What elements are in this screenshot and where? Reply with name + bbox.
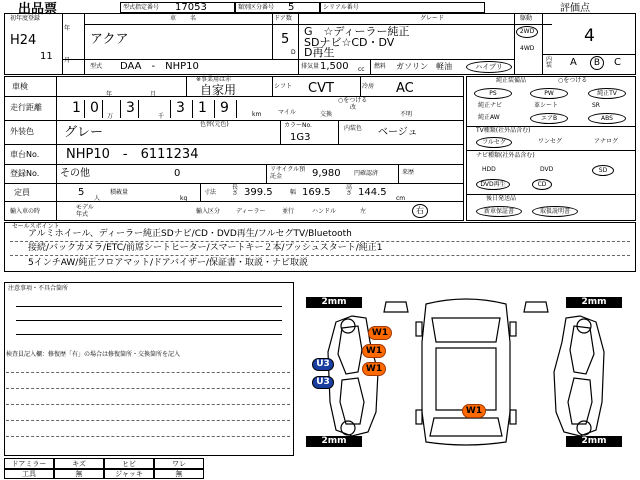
mileage-digit-0: 1 <box>72 100 81 116</box>
tag-bottom-left: 2mm <box>306 436 362 447</box>
inspection-month-unit: 月 <box>150 91 157 98</box>
interior-label: 内装 <box>546 56 553 69</box>
mileage-man: 万 <box>107 113 114 120</box>
fuel-label: 燃料 <box>374 63 387 70</box>
type-value: DAA - NHP10 <box>120 61 199 72</box>
mileage-digit-3: 3 <box>176 100 185 116</box>
mileage-divider-4 <box>170 100 171 118</box>
model-no-value: 17053 <box>175 2 207 13</box>
recycle-label: リサイクル預託金 <box>270 166 306 180</box>
mileage-sen: 千 <box>158 113 165 120</box>
after-item-1[interactable]: 取扱説明書 <box>532 206 578 217</box>
serial-label: シリアル番号 <box>323 4 359 11</box>
right-side-body <box>554 316 604 436</box>
fuel-diesel: 軽油 <box>436 62 452 71</box>
doors-value: 5 <box>281 32 290 47</box>
tag-bottom-right: 2mm <box>566 436 622 447</box>
load-label: 積載量 <box>110 189 129 196</box>
type-label: 型式 <box>90 63 103 70</box>
mileage-label: 走行距離 <box>10 103 42 112</box>
length-label: 長さ <box>232 184 239 197</box>
equipment-item-1-2: SR <box>592 102 600 109</box>
fuel-hybrid-selected[interactable]: ハイブリ <box>466 61 512 73</box>
recycle-value: 9,980 <box>312 168 341 179</box>
after-item-0[interactable]: 新車保証書 <box>476 206 522 217</box>
equipment-item-0-0[interactable]: PS <box>474 88 512 99</box>
footer-header-0: ドアミラー <box>4 458 54 469</box>
mileage-divider-0 <box>84 100 85 118</box>
mileage-km: km <box>252 111 262 118</box>
width-value: 169.5 <box>302 187 331 198</box>
footer-value-3: 無 <box>154 469 204 479</box>
interior-a: A <box>570 57 577 68</box>
capacity-unit: 人 <box>94 195 101 202</box>
mileage-divider-6 <box>214 100 215 118</box>
category-no-box <box>235 2 320 13</box>
tag-top-left: 2mm <box>306 297 362 308</box>
interior-b-selected[interactable]: B <box>590 56 604 70</box>
car-name: アクア <box>90 32 129 47</box>
model-year-label: モデル年式 <box>76 204 94 218</box>
equipment-item-0-1[interactable]: PW <box>530 88 568 99</box>
navi-item2-0[interactable]: DVD再生 <box>476 179 510 190</box>
use-value: 自家用 <box>200 83 237 97</box>
mileage-digit-4: 1 <box>198 100 207 116</box>
handle-left: 左 <box>360 208 367 215</box>
equipment-circle-note: ○をつける <box>558 77 588 84</box>
capacity-label: 定員 <box>14 188 30 197</box>
color-value: グレー <box>64 125 104 140</box>
capacity-value: 5 <box>78 187 85 198</box>
ac-value: AC <box>396 81 414 96</box>
height-value: 144.5 <box>358 187 387 198</box>
registration-number: 0 <box>174 168 181 179</box>
sales-points-label: セールスポイント <box>12 223 60 230</box>
serial-box <box>320 2 485 13</box>
history-label: 来歴 <box>402 169 415 176</box>
first-reg-year-unit: 年 <box>64 25 71 32</box>
registration-label: 登録No. <box>10 169 40 178</box>
size-label: 寸法 <box>204 189 217 196</box>
doors-suffix: D <box>291 49 296 56</box>
handle-label: ハンドル <box>312 208 337 215</box>
equipment-item-2-1[interactable]: エアB <box>530 113 568 124</box>
navi-item-2[interactable]: SD <box>592 165 614 176</box>
drive-4wd: 4WD <box>520 45 535 52</box>
import-dealer: ディーラー <box>236 208 266 215</box>
first-reg-month-unit: 月 <box>64 57 71 64</box>
color-code-label: カラーNo. <box>284 122 312 129</box>
mileage-digit-2: 3 <box>126 100 135 116</box>
equipment-item-1-1: 革シート <box>534 102 559 109</box>
recycle-note: 円確認済 <box>354 170 379 177</box>
navi-item2-1[interactable]: CD <box>532 179 552 190</box>
mileage-divider-5 <box>192 100 193 118</box>
drive-2wd-selected[interactable]: 2WD <box>516 26 538 38</box>
shift-value: CVT <box>308 81 334 96</box>
tv-item-2: アナログ <box>594 138 619 145</box>
cc-value: 1,500 <box>320 61 349 72</box>
mileage-divider-3 <box>138 100 139 118</box>
interior-c: C <box>614 57 621 68</box>
cc-unit: cc <box>358 66 365 73</box>
equipment-item-0-2[interactable]: 純正TV <box>588 88 626 99</box>
use-note: ※事業用は赤 <box>196 76 232 83</box>
model-no-box <box>120 2 235 13</box>
mileage-divider-2 <box>120 100 121 118</box>
damage-mark-side-2: W1 <box>362 362 386 376</box>
sales-line-2: 接続/バックカメラ/ETC/前席シートヒーター/スマートキー２本/プッシュスタート/純正1 <box>28 243 383 253</box>
tv-item-1: ワンセグ <box>538 138 563 145</box>
category-no-label: 類別区分番号 <box>238 4 275 11</box>
inspection-label: 車検 <box>12 82 28 91</box>
equipment-item-2-2[interactable]: ABS <box>588 113 626 124</box>
footer-value-2: ジャッキ <box>104 469 154 479</box>
navi-item-1: DVD <box>540 166 554 173</box>
footer-header-3: ワレ <box>154 458 204 469</box>
damage-mark-side-1: W1 <box>362 344 386 358</box>
chassis-label: 車台No. <box>10 150 40 159</box>
sales-line-3: 5インチAW/純正フロアマット/ドアバイザー/保証書・取説・ナビ取説 <box>28 258 309 268</box>
import-parallel: 並行 <box>282 208 295 215</box>
footer-value-0: 工具 <box>4 469 54 479</box>
first-reg-label: 初年度登録 <box>10 15 41 22</box>
fuel-gasoline: ガソリン <box>396 62 428 71</box>
tag-top-right: 2mm <box>566 297 622 308</box>
color-code-value: 1G3 <box>290 132 311 143</box>
damage-mark-blue-1: U3 <box>312 358 334 371</box>
car-name-label: 車名 <box>170 15 211 22</box>
length-value: 399.5 <box>244 187 273 198</box>
registration-other: その他 <box>60 168 90 179</box>
drive-label: 駆動 <box>520 15 533 22</box>
doors-label: ドア数 <box>274 15 292 22</box>
navi-type-label: ナビ種類(社外品含む) <box>476 152 535 159</box>
category-no-value: 5 <box>288 2 295 13</box>
equipment-section-label: 純正装備品 <box>496 77 527 84</box>
handle-right-selected[interactable]: 右 <box>412 204 428 218</box>
tv-type-label: TV種類(社外品含む) <box>476 127 531 134</box>
color-label: 外装色 <box>10 127 34 136</box>
footer-header-1: キズ <box>54 458 104 469</box>
cc-label: 排気量 <box>301 63 320 70</box>
page-title: 出品票 <box>18 2 58 17</box>
equipment-item-1-0: 純正ナビ <box>478 102 503 109</box>
first-reg-era: H24 <box>10 33 37 48</box>
width-label: 幅 <box>290 189 297 196</box>
equipment-item-2-0: 純正AW <box>478 114 500 121</box>
top-view-body <box>422 299 510 445</box>
caution-label: 注意事項・不具合箇所 <box>8 285 69 292</box>
load-unit: kg <box>180 195 188 202</box>
mileage-digit-1: 0 <box>90 100 99 116</box>
ac-label: 冷房 <box>362 83 375 90</box>
model-no-label: 型式指定番号 <box>123 4 160 11</box>
mileage-unknown: 不明 <box>400 111 413 118</box>
grade-line2: SDナビ☆CD・DV <box>304 36 395 49</box>
sales-line-1: アルミホイール、ディーラー純正SDナビ/CD・DVD再生/フルセグTV/Bluetooth <box>28 229 352 239</box>
inspection-year-unit: 年 <box>106 91 113 98</box>
damage-mark-blue-2: U3 <box>312 376 334 389</box>
height-label: 高さ <box>346 184 353 197</box>
damage-mark-rear: W1 <box>462 404 486 418</box>
interior-color-value: ベージュ <box>378 127 418 138</box>
grade-line3: D再生 <box>304 46 335 59</box>
mileage-divider-7 <box>236 100 237 118</box>
footer-header-2: ヒビ <box>104 458 154 469</box>
car-diagram <box>296 282 636 456</box>
after-ship-label: 後日発送品 <box>486 195 517 202</box>
interior-color-label: 内装色 <box>344 125 363 132</box>
evaluation-score: 4 <box>584 26 595 46</box>
footer-value-1: 無 <box>54 469 104 479</box>
color-original-label: 色替(元色) <box>200 121 229 128</box>
tv-item-0[interactable]: フルセグ <box>476 137 512 148</box>
first-reg-month: 11 <box>40 51 53 62</box>
damage-mark-front: W1 <box>368 326 392 340</box>
mileage-divider-1 <box>102 100 103 118</box>
inspector-label: 検査員記入欄：修復歴「有」の場合は修復箇所・交換箇所を記入 <box>6 351 181 358</box>
import-type-label: 輸入区分 <box>196 208 221 215</box>
evaluation-label: 評価点 <box>560 3 590 14</box>
mileage-meter-label: マイル <box>278 109 296 116</box>
mileage-tamper: 改 <box>350 104 357 111</box>
shift-label: シフト <box>274 83 293 90</box>
mileage-replace: 交換 <box>320 111 333 118</box>
import-label: 輸入車の時 <box>10 208 41 215</box>
mileage-circle-note: ○をつける <box>338 97 368 104</box>
grade-label: グレード <box>420 15 445 22</box>
mileage-digit-5: 9 <box>220 100 229 116</box>
grade-line1: G ☆ディーラー純正 <box>304 25 410 38</box>
notes-frame <box>4 282 294 456</box>
navi-item-0: HDD <box>482 166 496 173</box>
chassis-value: NHP10 - 6111234 <box>66 147 199 162</box>
size-unit: cm <box>396 195 406 202</box>
